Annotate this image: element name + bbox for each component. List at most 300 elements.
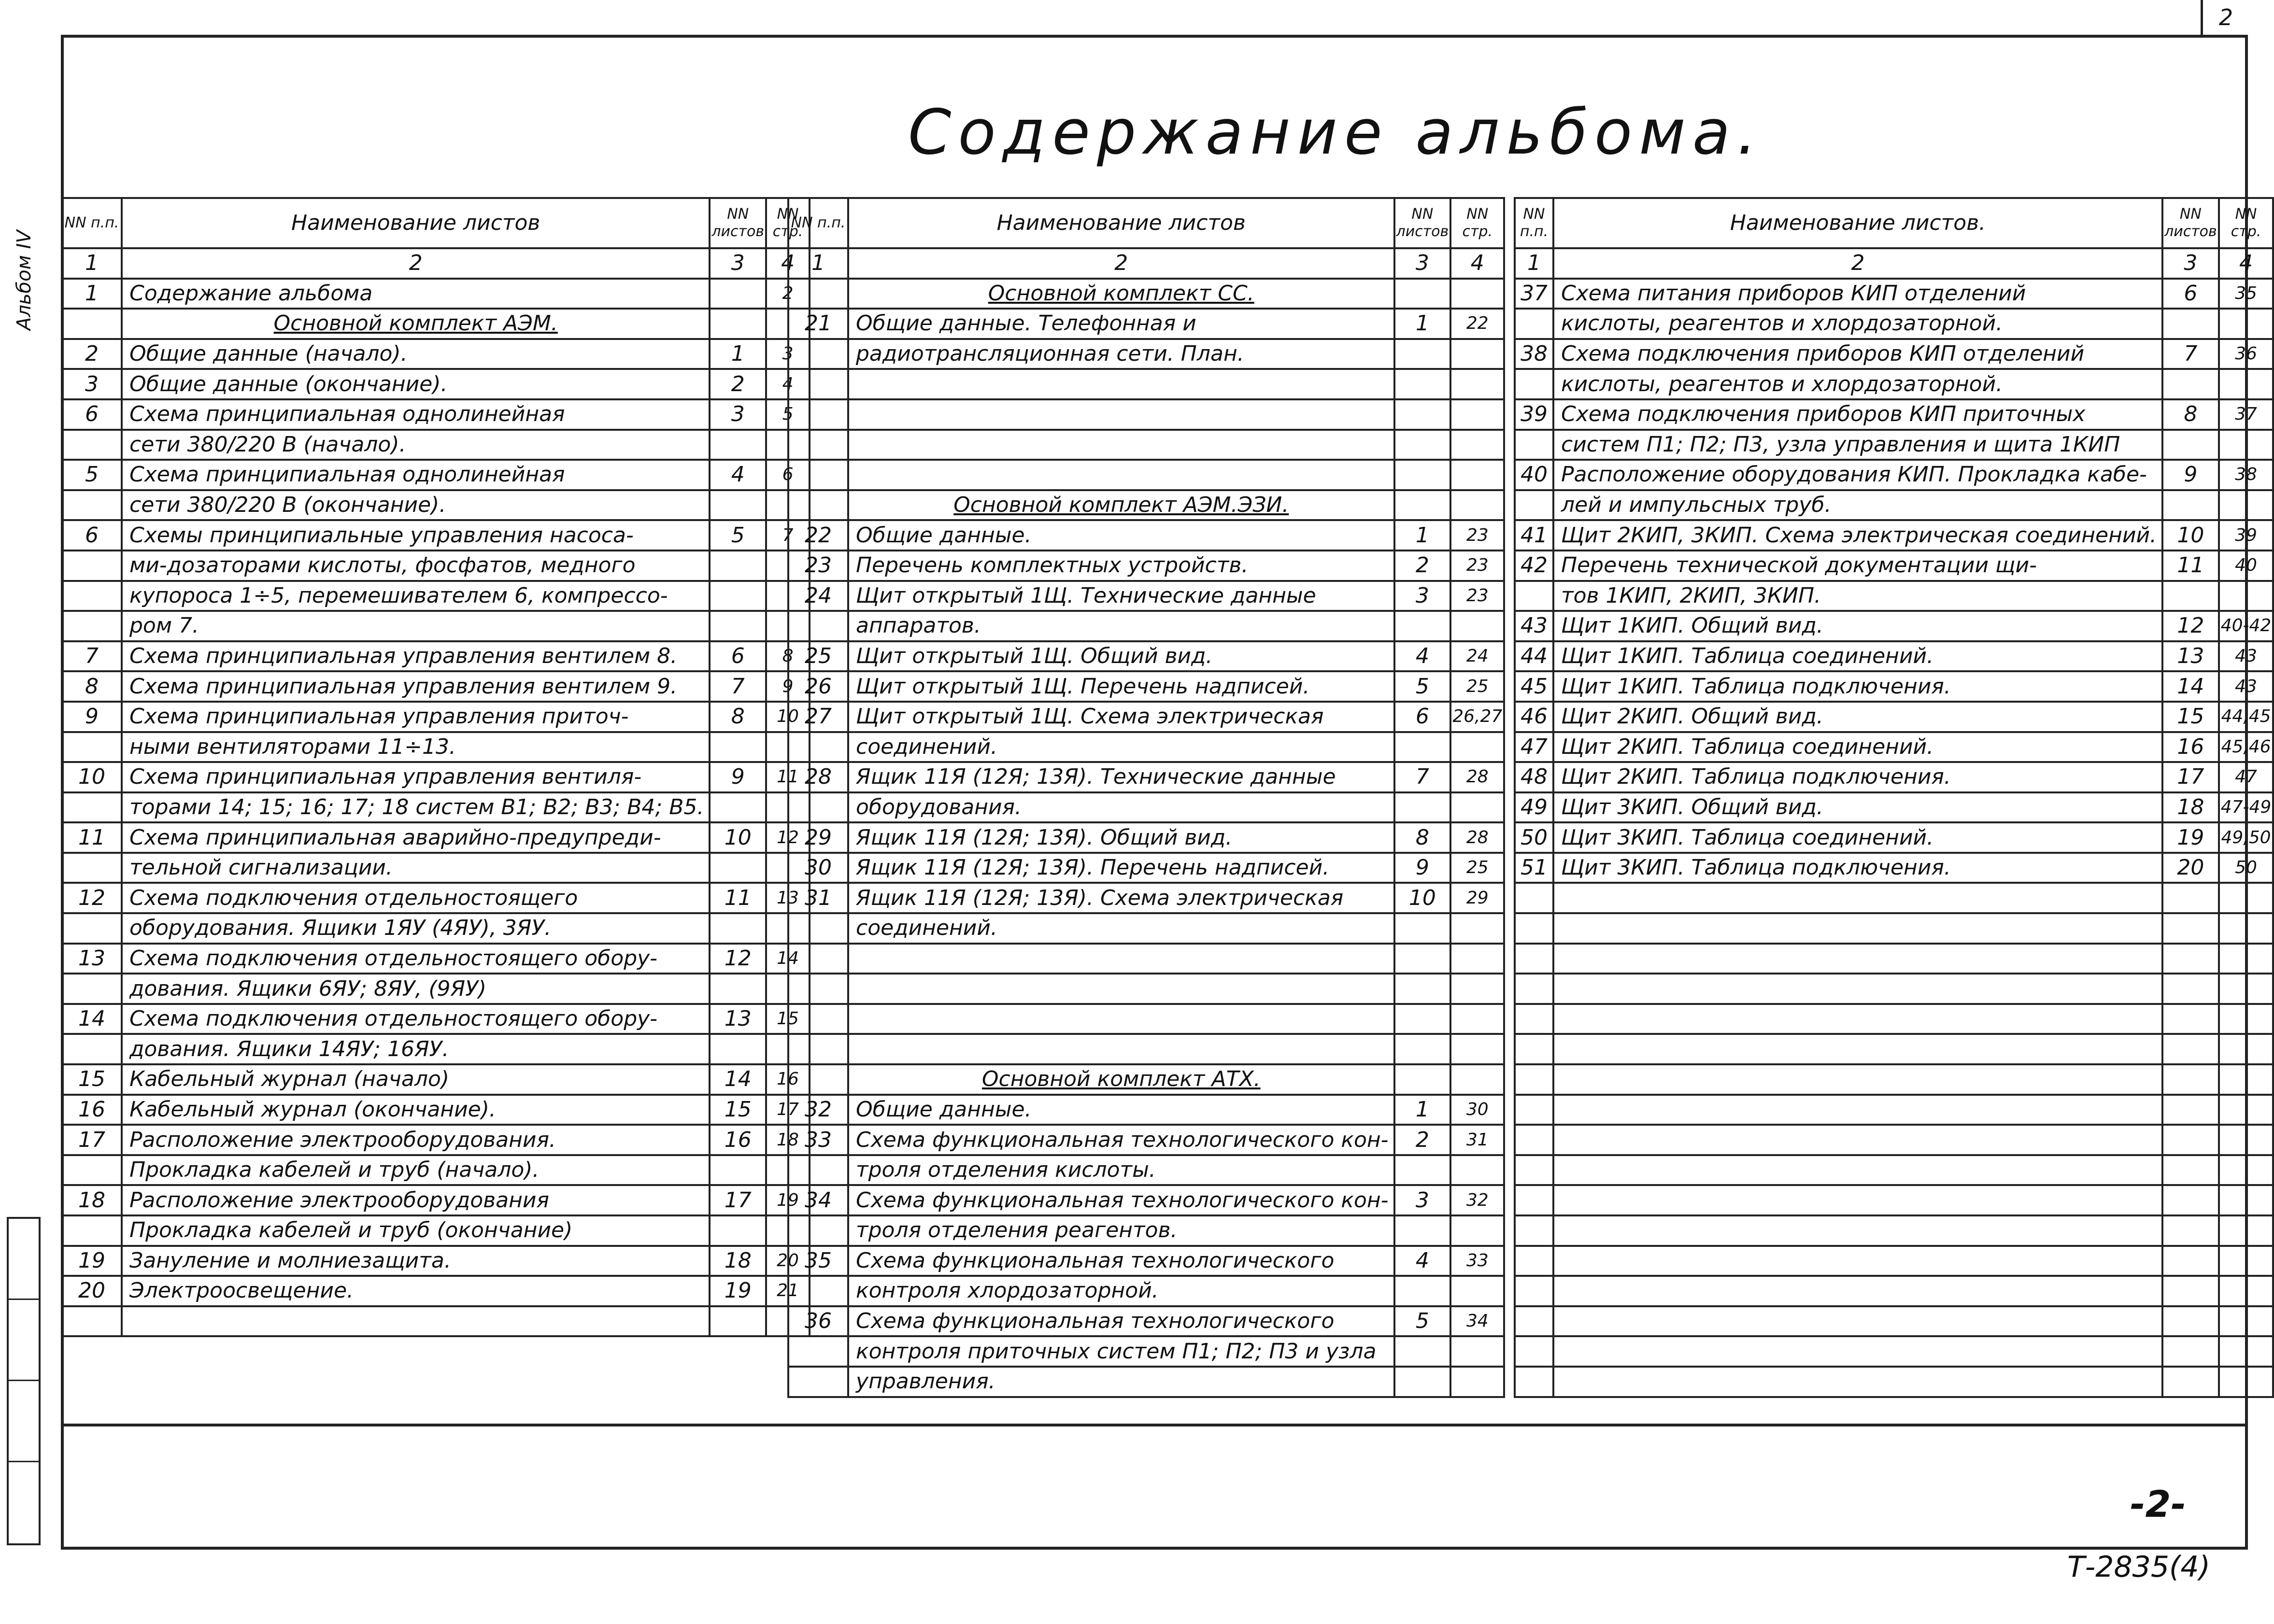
table-row	[1515, 611, 2273, 641]
row-number	[62, 490, 122, 521]
sheet-name	[848, 399, 1394, 430]
col-number: 2	[122, 248, 710, 279]
page-number: 28	[1450, 762, 1504, 792]
table-row	[1515, 822, 2273, 853]
table-row	[788, 430, 1504, 460]
row-number: 30	[788, 853, 848, 883]
row-number: 12	[62, 883, 122, 913]
row-number	[788, 1215, 848, 1246]
row-number: 29	[788, 822, 848, 853]
page-number: 8	[766, 641, 810, 672]
row-number: 48	[1515, 762, 1553, 792]
sheet-name: Схема принципиальная аварийно-предупреди-	[122, 822, 710, 853]
sheet-count	[710, 551, 766, 581]
sheet-count	[1394, 1064, 1451, 1095]
sheet-count: 19	[710, 1276, 766, 1306]
sheet-name	[1553, 1185, 2162, 1215]
row-number	[62, 309, 122, 339]
table-row	[1515, 279, 2273, 309]
sheet-count	[710, 1155, 766, 1186]
sheet-count: 4	[1394, 1246, 1451, 1276]
page-number: 19	[766, 1185, 810, 1215]
sheet-count: 7	[1394, 762, 1451, 792]
sheet-count: 9	[1394, 853, 1451, 883]
row-number: 38	[1515, 339, 1553, 369]
table-row	[788, 1306, 1504, 1337]
row-number: 10	[62, 762, 122, 792]
sheet-name	[848, 460, 1394, 490]
table-row	[1515, 399, 2273, 430]
table-row	[62, 671, 810, 702]
sheet-count	[2162, 883, 2219, 913]
sheet-name: Щит 1КИП. Общий вид.	[1553, 611, 2162, 641]
sheet-name: контроля приточных систем П1; П2; П3 и узла	[848, 1336, 1394, 1367]
table-row	[1515, 339, 2273, 369]
sheet-name: Кабельный журнал (начало)	[122, 1064, 710, 1095]
row-number: 2	[62, 339, 122, 369]
row-number: 19	[62, 1246, 122, 1276]
header-sheets: NN листов	[2162, 198, 2219, 248]
row-number: 31	[788, 883, 848, 913]
sheet-count: 2	[710, 369, 766, 399]
row-number: 7	[62, 641, 122, 672]
sheet-name: ром 7.	[122, 611, 710, 641]
sheet-name: кислоты, реагентов и хлордозаторной.	[1553, 369, 2162, 399]
table-row	[62, 1064, 810, 1095]
page-number: 47	[2219, 762, 2274, 792]
table-row	[62, 1276, 810, 1306]
page-number	[2219, 1306, 2274, 1337]
sheet-name: купороса 1÷5, перемешивателем 6, компрессо-	[122, 581, 710, 611]
sheet-name: тельной сигнализации.	[122, 853, 710, 883]
page-number: 47-49	[2219, 792, 2274, 823]
row-number	[1515, 1306, 1553, 1337]
sheet-name: Схема принципиальная управления вентилем 8.	[122, 641, 710, 672]
sheet-count	[710, 581, 766, 611]
row-number	[62, 1155, 122, 1186]
sheet-count	[1394, 430, 1451, 460]
row-number: 28	[788, 762, 848, 792]
page-number: 18	[766, 1125, 810, 1155]
page-number	[2219, 1034, 2274, 1064]
row-number	[1515, 1034, 1553, 1064]
sheet-name: радиотрансляционная сети. План.	[848, 339, 1394, 369]
sheet-name: Перечень технической документации щи-	[1553, 551, 2162, 581]
table-row	[1515, 1064, 2273, 1095]
table-row	[1515, 641, 2273, 672]
col-number: 2	[1553, 248, 2162, 279]
row-number: 16	[62, 1095, 122, 1125]
table-row	[62, 792, 810, 823]
section-row	[62, 309, 810, 339]
row-number	[1515, 309, 1553, 339]
row-number: 3	[62, 369, 122, 399]
row-number	[62, 853, 122, 883]
sheet-count: 5	[710, 520, 766, 551]
col-number: 3	[2162, 248, 2219, 279]
page-number	[2219, 1367, 2274, 1397]
sheet-name: ными вентиляторами 11÷13.	[122, 732, 710, 763]
sheet-count: 12	[2162, 611, 2219, 641]
table-row	[1515, 581, 2273, 611]
table-row	[1515, 883, 2273, 913]
sheet-name: дования. Ящики 14ЯУ; 16ЯУ.	[122, 1034, 710, 1064]
table-row	[1515, 1336, 2273, 1367]
sheet-name	[1553, 883, 2162, 913]
page-number	[2219, 1004, 2274, 1034]
section-row	[788, 490, 1504, 521]
row-number	[1515, 1125, 1553, 1155]
sheet-name: сети 380/220 В (окончание).	[122, 490, 710, 521]
sheet-count	[710, 430, 766, 460]
sheet-name: Общие данные.	[848, 1095, 1394, 1125]
table-row	[1515, 762, 2273, 792]
sheet-count	[1394, 732, 1451, 763]
section-row	[788, 279, 1504, 309]
page-number: 25	[1450, 671, 1504, 702]
table-row	[1515, 1276, 2273, 1306]
page-number	[1450, 1064, 1504, 1095]
page-number: 43	[2219, 671, 2274, 702]
sheet-name	[1553, 1336, 2162, 1367]
sheet-count	[2162, 369, 2219, 399]
table-row	[62, 1125, 810, 1155]
sheet-name: Схема принципиальная однолинейная	[122, 399, 710, 430]
sheet-count	[1394, 944, 1451, 974]
table-row	[788, 581, 1504, 611]
table-row	[1515, 944, 2273, 974]
sheet-name: Общие данные (окончание).	[122, 369, 710, 399]
sheet-name	[122, 1306, 710, 1337]
sheet-name	[1553, 944, 2162, 974]
sheet-count	[710, 792, 766, 823]
header-name: Наименование листов	[848, 198, 1394, 248]
table-row	[62, 430, 810, 460]
page-number	[2219, 1064, 2274, 1095]
page-number	[1450, 611, 1504, 641]
row-number	[788, 369, 848, 399]
table-row	[788, 1367, 1504, 1397]
sheet-count: 2	[1394, 551, 1451, 581]
page-number	[1450, 944, 1504, 974]
sheet-name: дования. Ящики 6ЯУ; 8ЯУ, (9ЯУ)	[122, 974, 710, 1004]
table-row	[62, 853, 810, 883]
page-number: 32	[1450, 1185, 1504, 1215]
sheet-count	[1394, 279, 1451, 309]
sheet-count: 5	[1394, 1306, 1451, 1337]
table-row	[1515, 913, 2273, 944]
sheet-count: 11	[2162, 551, 2219, 581]
page-number: 20	[766, 1246, 810, 1276]
page-number: 13	[766, 883, 810, 913]
row-number: 13	[62, 944, 122, 974]
row-number: 14	[62, 1004, 122, 1034]
page-number	[1450, 732, 1504, 763]
page-number: 25	[1450, 853, 1504, 883]
table-row	[788, 762, 1504, 792]
page-number: 35	[2219, 279, 2274, 309]
page-number	[2219, 1095, 2274, 1125]
row-number: 22	[788, 520, 848, 551]
sheet-name: Схема подключения отдельностоящего	[122, 883, 710, 913]
sheet-name: Электроосвещение.	[122, 1276, 710, 1306]
sheet-name: Щит 2КИП. Общий вид.	[1553, 702, 2162, 732]
sheet-name: Схема подключения приборов КИП отделений	[1553, 339, 2162, 369]
row-number	[1515, 1215, 1553, 1246]
sheet-name: Щит 3КИП. Таблица подключения.	[1553, 853, 2162, 883]
sheet-name	[1553, 1306, 2162, 1337]
sheet-count	[2162, 1155, 2219, 1186]
table-row	[788, 1125, 1504, 1155]
page-number: 28	[1450, 822, 1504, 853]
table-row	[788, 460, 1504, 490]
page-number	[2219, 883, 2274, 913]
sheet-name: ми-дозаторами кислоты, фосфатов, медного	[122, 551, 710, 581]
table-row	[788, 1155, 1504, 1186]
row-number	[62, 1034, 122, 1064]
table-row	[62, 883, 810, 913]
row-number	[1515, 430, 1553, 460]
page-number	[2219, 974, 2274, 1004]
sheet-count: 16	[710, 1125, 766, 1155]
row-number: 35	[788, 1246, 848, 1276]
sheet-name: троля отделения кислоты.	[848, 1155, 1394, 1186]
page-number	[2219, 1336, 2274, 1367]
page-number: 36	[2219, 339, 2274, 369]
page-number	[2219, 1185, 2274, 1215]
table-row	[62, 339, 810, 369]
row-number	[1515, 1064, 1553, 1095]
page-number	[1450, 913, 1504, 944]
row-number	[1515, 1336, 1553, 1367]
table-row	[1515, 309, 2273, 339]
row-number: 50	[1515, 822, 1553, 853]
table-row	[1515, 460, 2273, 490]
sheet-count	[2162, 1125, 2219, 1155]
table-row	[788, 1246, 1504, 1276]
sheet-name: аппаратов.	[848, 611, 1394, 641]
page-number: 10	[766, 702, 810, 732]
row-number: 6	[62, 520, 122, 551]
sheet-count	[1394, 460, 1451, 490]
column-number-row	[1515, 248, 2273, 279]
row-number	[62, 974, 122, 1004]
sheet-count	[710, 1034, 766, 1064]
sheet-count: 8	[710, 702, 766, 732]
sheet-name: Щит открытый 1Щ. Схема электрическая	[848, 702, 1394, 732]
header-no: NN п.п.	[788, 198, 848, 248]
table-row	[788, 611, 1504, 641]
page-number: 37	[2219, 399, 2274, 430]
sheet-name: Ящик 11Я (12Я; 13Я). Технические данные	[848, 762, 1394, 792]
row-number: 49	[1515, 792, 1553, 823]
table-row	[788, 792, 1504, 823]
row-number: 47	[1515, 732, 1553, 763]
table-row	[1515, 430, 2273, 460]
sheet-count	[2162, 1004, 2219, 1034]
page-number	[2219, 430, 2274, 460]
sheet-count	[1394, 1004, 1451, 1034]
sheet-count: 1	[1394, 309, 1451, 339]
row-number	[788, 1336, 848, 1367]
sheet-count	[2162, 1336, 2219, 1367]
page-number	[2219, 1246, 2274, 1276]
sheet-name: Прокладка кабелей и труб (начало).	[122, 1155, 710, 1186]
sheet-count	[1394, 1367, 1451, 1397]
sheet-name: контроля хлордозаторной.	[848, 1276, 1394, 1306]
row-number	[1515, 1246, 1553, 1276]
table-body	[788, 198, 1504, 1397]
sheet-name: Щит 1КИП. Таблица подключения.	[1553, 671, 2162, 702]
page-number: 39	[2219, 520, 2274, 551]
page-number	[2219, 944, 2274, 974]
contents-table-1	[61, 197, 810, 1337]
page-number	[1450, 1215, 1504, 1246]
section-heading-cell	[122, 309, 710, 339]
footer-divider	[61, 1424, 2248, 1426]
section-row	[788, 1064, 1504, 1095]
col-number: 4	[2219, 248, 2274, 279]
sheet-name: Общие данные. Телефонная и	[848, 309, 1394, 339]
table-row	[1515, 1185, 2273, 1215]
row-number	[1515, 369, 1553, 399]
sheet-count: 6	[710, 641, 766, 672]
contents-table-3	[1514, 197, 2274, 1398]
table-row	[1515, 732, 2273, 763]
header-no: NN п.п.	[62, 198, 122, 248]
sheet-name: Схема питания приборов КИП отделений	[1553, 279, 2162, 309]
sheet-name: соединений.	[848, 732, 1394, 763]
section-heading-cell	[848, 279, 1394, 309]
sheet-name: оборудования. Ящики 1ЯУ (4ЯУ), 3ЯУ.	[122, 913, 710, 944]
section-heading-cell	[848, 490, 1394, 521]
table-row	[62, 732, 810, 763]
sheet-name	[848, 369, 1394, 399]
row-number	[788, 611, 848, 641]
table-row	[788, 702, 1504, 732]
header-sheets: NN листов	[1394, 198, 1451, 248]
page-number	[2219, 490, 2274, 521]
sheet-name: Схема подключения отдельностоящего обору-	[122, 944, 710, 974]
row-number: 20	[62, 1276, 122, 1306]
page-number: 21	[766, 1276, 810, 1306]
sheet-count	[710, 611, 766, 641]
page-number: 45,46	[2219, 732, 2274, 763]
row-number	[62, 430, 122, 460]
sheet-count: 15	[710, 1095, 766, 1125]
row-number	[788, 460, 848, 490]
table-row	[788, 883, 1504, 913]
sheet-count: 4	[710, 460, 766, 490]
page-number	[2219, 581, 2274, 611]
page-number	[1450, 460, 1504, 490]
page-number	[2219, 1155, 2274, 1186]
table-row	[62, 399, 810, 430]
page-number: 2	[766, 279, 810, 309]
sheet-count	[2162, 1095, 2219, 1125]
sheet-name: Схема подключения отдельностоящего обору-	[122, 1004, 710, 1034]
table-row	[1515, 1004, 2273, 1034]
table-row	[1515, 1306, 2273, 1337]
sheet-name: Схема принципиальная управления приточ-	[122, 702, 710, 732]
table-row	[1515, 551, 2273, 581]
page-title: Содержание альбома.	[908, 97, 1763, 169]
table-row	[1515, 702, 2273, 732]
sheet-count	[1394, 611, 1451, 641]
table-row	[62, 1004, 810, 1034]
table-row	[62, 762, 810, 792]
row-number: 27	[788, 702, 848, 732]
sheet-count: 18	[2162, 792, 2219, 823]
page-number: 3	[766, 339, 810, 369]
table-row	[788, 1095, 1504, 1125]
page-number	[1450, 1367, 1504, 1397]
sheet-name: кислоты, реагентов и хлордозаторной.	[1553, 309, 2162, 339]
table-row	[1515, 792, 2273, 823]
sheet-count: 6	[1394, 702, 1451, 732]
sheet-count	[710, 309, 766, 339]
column-number-row	[788, 248, 1504, 279]
sheet-count: 3	[710, 399, 766, 430]
table-row	[1515, 1367, 2273, 1397]
page-number: 38	[2219, 460, 2274, 490]
sheet-name: Щит 2КИП. Таблица соединений.	[1553, 732, 2162, 763]
row-number: 39	[1515, 399, 1553, 430]
row-number	[62, 611, 122, 641]
row-number	[62, 551, 122, 581]
contents-table-2	[787, 197, 1505, 1398]
sheet-name: Схема функциональная технологического кон-	[848, 1185, 1394, 1215]
sheet-name: Схемы принципиальные управления насоса-	[122, 520, 710, 551]
header-name: Наименование листов	[122, 198, 710, 248]
page-number: 30	[1450, 1095, 1504, 1125]
table-row	[62, 1246, 810, 1276]
row-number	[788, 490, 848, 521]
page-number: 14	[766, 944, 810, 974]
sheet-name	[1553, 1095, 2162, 1125]
col-number: 1	[788, 248, 848, 279]
table-row	[1515, 671, 2273, 702]
sheet-count	[2162, 974, 2219, 1004]
corner-page-number: 2	[2201, 0, 2249, 35]
sheet-name: Прокладка кабелей и труб (окончание)	[122, 1215, 710, 1246]
sheet-count: 1	[1394, 520, 1451, 551]
table-row	[62, 913, 810, 944]
table-row	[788, 732, 1504, 763]
sheet-name	[1553, 1246, 2162, 1276]
sheet-count: 7	[710, 671, 766, 702]
sheet-name: Общие данные (начало).	[122, 339, 710, 369]
sheet-count: 5	[1394, 671, 1451, 702]
sheet-count: 1	[710, 339, 766, 369]
table-row	[62, 1306, 810, 1337]
col-number: 2	[848, 248, 1394, 279]
sheet-count	[1394, 339, 1451, 369]
sheet-name: Схема принципиальная однолинейная	[122, 460, 710, 490]
page-number: 16	[766, 1064, 810, 1095]
header-pages: NN стр.	[766, 198, 810, 248]
sheet-name: Содержание альбома	[122, 279, 710, 309]
page-number: 22	[1450, 309, 1504, 339]
page-number	[1450, 1155, 1504, 1186]
page-number	[1450, 1336, 1504, 1367]
row-number	[1515, 883, 1553, 913]
sheet-name: троля отделения реагентов.	[848, 1215, 1394, 1246]
row-number	[1515, 1095, 1553, 1125]
sheet-count	[1394, 490, 1451, 521]
approval-stamp-strip	[7, 1217, 41, 1545]
side-album-label: Альбом IV	[13, 230, 35, 330]
